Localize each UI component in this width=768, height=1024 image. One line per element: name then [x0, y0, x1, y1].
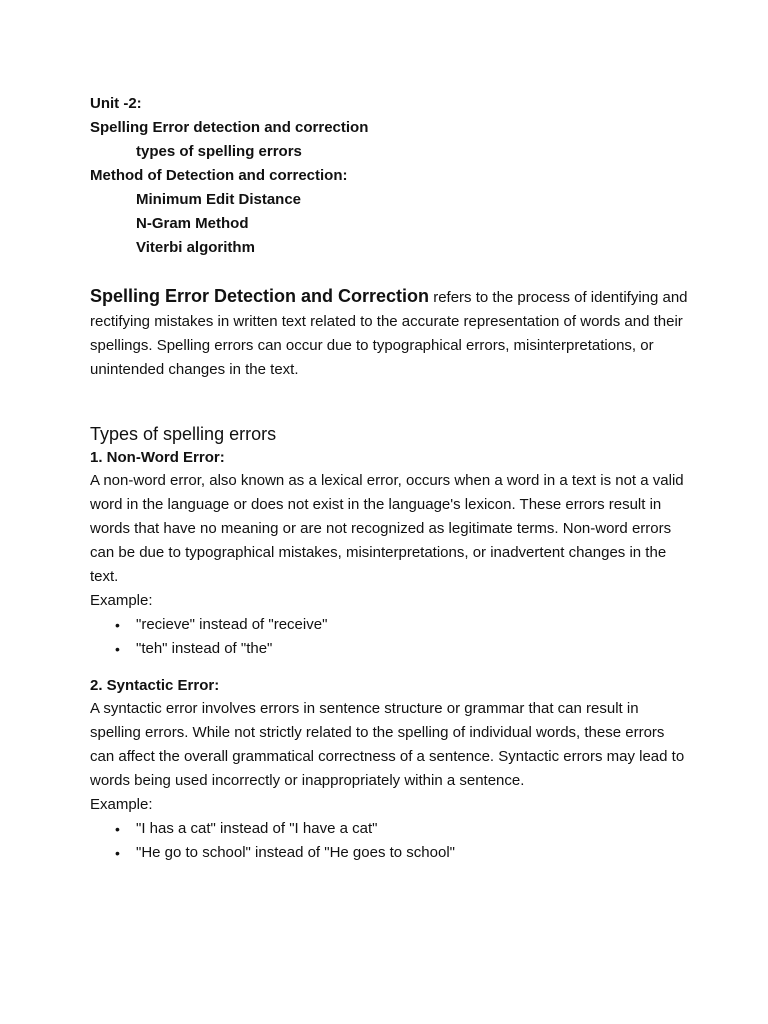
bullet-icon: •: [115, 641, 120, 657]
intro-text: refers to the process of identifying and rectifying mistakes in written text related to the accurate representation of words and their spellings. Spelling errors can occur due to typographical errors, misinterpretations, or unintended changes in the text.: [90, 289, 688, 378]
bullet-icon: •: [115, 821, 120, 837]
section-title: Types of spelling errors: [90, 424, 277, 444]
example-list: [90, 817, 690, 865]
intro-heading: Spelling Error Detection and Correction: [90, 286, 430, 306]
example-text: "teh" instead of "the": [136, 640, 273, 657]
non-word-section: [90, 447, 690, 661]
method-heading: Method of Detection and correction:: [90, 167, 348, 184]
list-item: [90, 613, 690, 637]
example-text: "recieve" instead of "receive": [136, 616, 328, 633]
non-word-paragraph: A non-word error, also known as a lexical error, occurs when a word in a text is not a valid word in the language or does not exist in the language's lexicon. These errors result in words that have no meaning or are not recognized as legitimate terms. Non-word errors can be due to typographical mistakes, misinterpretations, or inadvertent changes in the text.: [90, 472, 684, 585]
method-item: Viterbi algorithm: [136, 239, 255, 256]
example-list: [90, 613, 690, 661]
method-item: N-Gram Method: [136, 215, 249, 232]
syntactic-paragraph: A syntactic error involves errors in sentence structure or grammar that can result in spelling errors. While not strictly related to the spelling of individual words, these errors can affect the overall grammatical correctness of a sentence. Syntactic errors may lead to words being used incorrectly or inappropriately within a sentence.: [90, 700, 685, 789]
document-page: [90, 92, 690, 865]
list-item: [90, 817, 690, 841]
topic-sub-line: types of spelling errors: [136, 143, 302, 160]
unit-label: Unit -2:: [90, 95, 142, 112]
method-item: Minimum Edit Distance: [136, 191, 302, 208]
example-label: Example:: [90, 592, 153, 609]
example-label: Example:: [90, 796, 153, 813]
intro-paragraph: [90, 284, 690, 382]
list-item: [90, 637, 690, 661]
example-text: "He go to school" instead of "He goes to school": [136, 844, 455, 861]
bullet-icon: •: [115, 845, 120, 861]
topic-line: Spelling Error detection and correction: [90, 119, 369, 136]
syntactic-section: [90, 675, 690, 865]
syntactic-heading: 2. Syntactic Error:: [90, 677, 220, 694]
example-text: "I has a cat" instead of "I have a cat": [136, 820, 378, 837]
bullet-icon: •: [115, 617, 120, 633]
non-word-heading: 1. Non-Word Error:: [90, 449, 225, 466]
list-item: [90, 841, 690, 865]
